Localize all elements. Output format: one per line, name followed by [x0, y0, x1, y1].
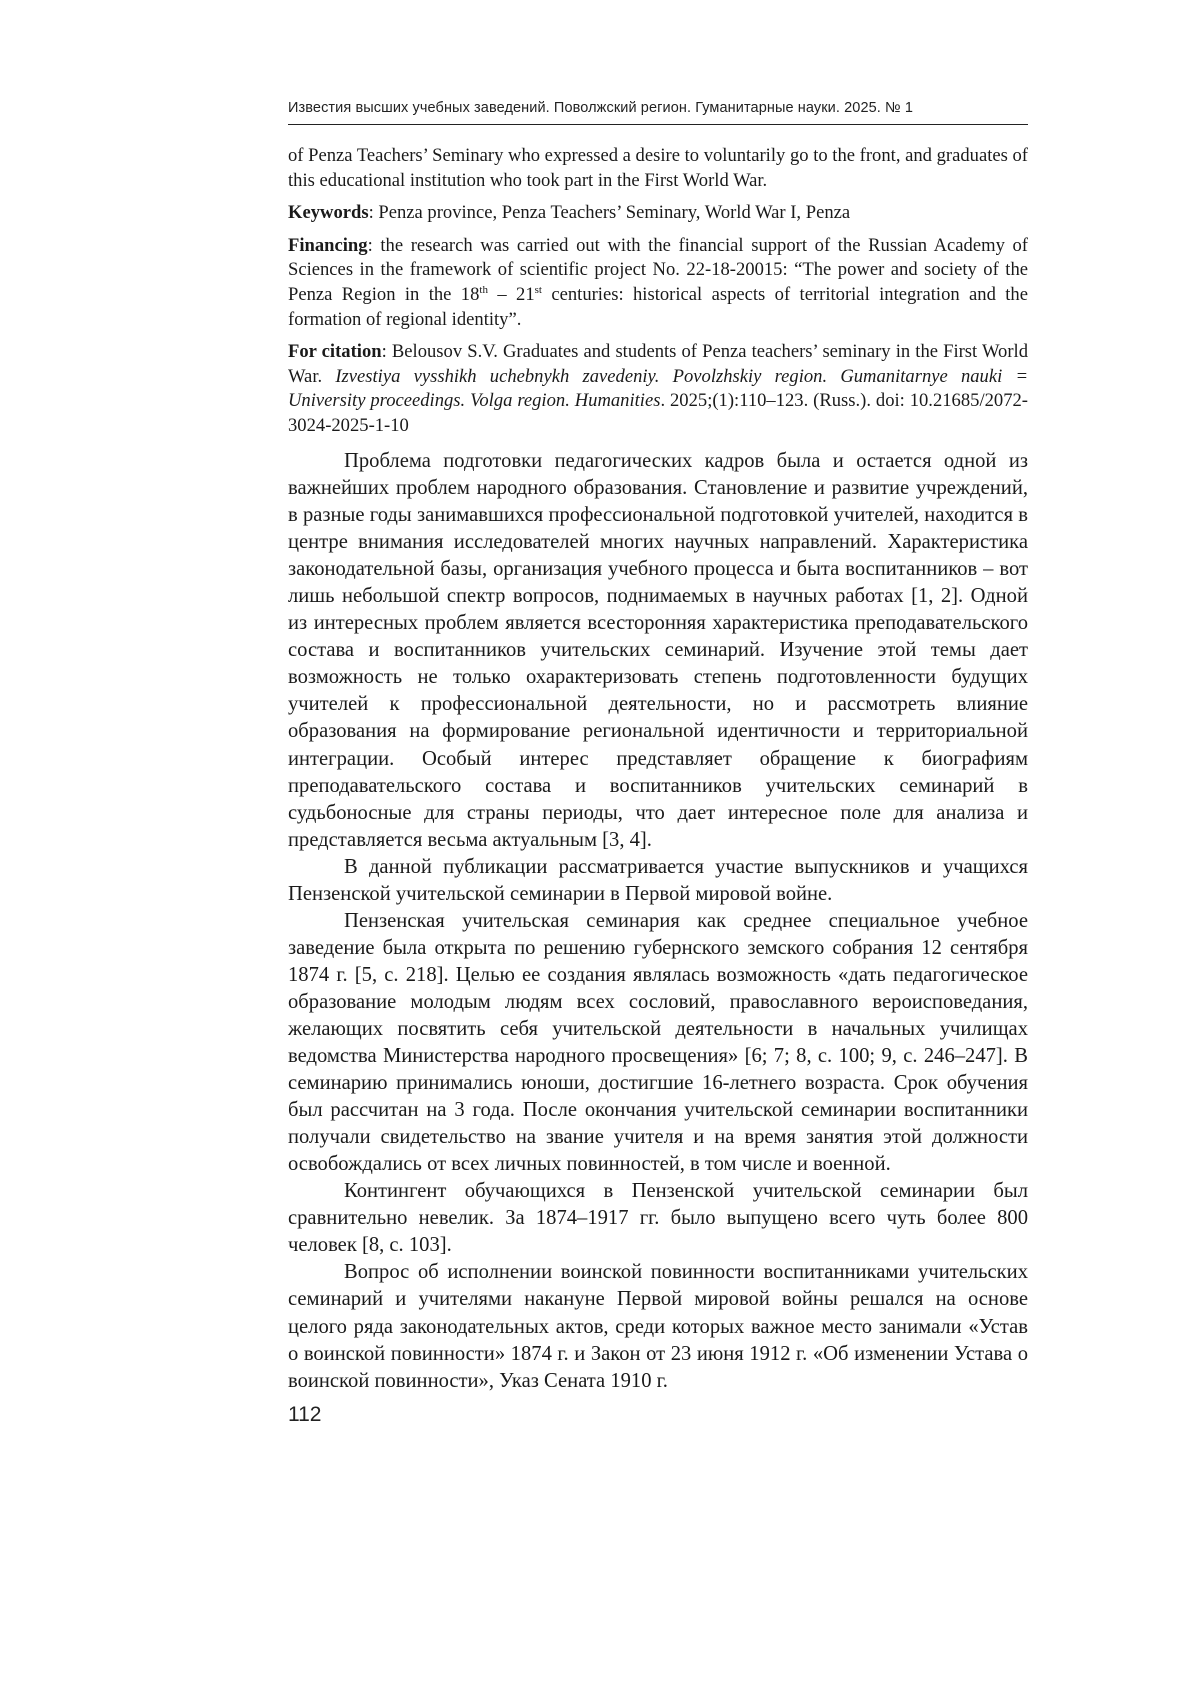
citation-text: . 2025;(1):110–123. (Russ.). doi: 10.21685/2072-3024-2025-1-10 [288, 390, 1028, 436]
body-paragraph: Вопрос об исполнении воинской повинности воспитанниками учительских семинарий и учителями накануне Первой мировой войны решался на основе целого ряда законодательных актов, среди которых важное место занимали «Устав о воинской повинности» 1874 г. и Закон от 23 июня 1912 г. «Об изменении Устава о воинской повинности», Указ Сената 1910 г. [288, 1261, 1028, 1392]
page-number: 112 [288, 1403, 322, 1426]
financing-block [288, 234, 1028, 332]
body-paragraph: В данной публикации рассматривается участие выпускников и учащихся Пензенской учительской семинарии в Первой мировой войне. [288, 855, 1028, 905]
abstract-continuation: of Penza Teachers’ Seminary who expressed a desire to voluntarily go to the front, and graduates of this educational institution who took part in the First World War. [288, 145, 1028, 191]
citation-text: : Belousov S.V. Graduates and students of Penza teachers’ seminary in the First World War. [288, 341, 1028, 387]
citation-label: For citation [288, 341, 382, 363]
body-paragraph: Контингент обучающихся в Пензенской учительской семинарии был сравнительно невелик. За 1874–1917 гг. было выпущено всего чуть более 800 человек [8, с. 103]. [288, 1180, 1028, 1257]
keywords-text: : Penza province, Penza Teachers’ Seminary, World War I, Penza [368, 202, 851, 224]
body-paragraph: Пензенская учительская семинария как среднее специальное учебное заведение была открыта по решению губернского земского собрания 12 сентября 1874 г. [5, с. 218]. Целью ее создания являлась возможность «дать педагогическое образование молодым людям всех сословий, православного вероисповедания, желающих посвятить себя учительской деятельности в начальных училищах ведомства Министерства народного просвещения» [6; 7; 8, с. 100; 9, с. 246–247]. В семинарию принимались юноши, достигшие 16-летнего возраста. Срок обучения был рассчитан на 3 года. После окончания учительской семинарии воспитанники получали свидетельство на звание учителя и на время занятия этой должности освобождались от всех личных повинностей, в том числе и военной. [288, 909, 1028, 1176]
financing-label: Financing [288, 234, 368, 256]
citation-journal-title: Izvestiya vysshikh uchebnykh zavedeniy. Povolzhskiy region. Gumanitarnye nauki = University proceedings. Volga region. Humanities [288, 365, 1029, 412]
financing-superscript: th [479, 283, 488, 296]
article-body [288, 448, 1028, 1395]
header-rule [288, 124, 1028, 125]
financing-text: : the research was carried out with the financial support of the Russian Academy of Sciences in the framework of scientific project No. 22-18-20015: “The power and society of the Penza Region in the 18 [288, 234, 1028, 305]
financing-text: – 21 [487, 283, 535, 305]
financing-superscript: st [534, 283, 542, 296]
body-paragraph: Проблема подготовки педагогических кадров была и остается одной из важнейших проблем народного образования. Становление и развитие учреждений, в разные годы занимавшихся профессиональной подготовкой учителей, находится в центре внимания исследователей многих научных направлений. Характеристика законодательной базы, организация учебного процесса и быта воспитанников – вот лишь небольшой спектр вопросов, поднимаемых в научных работах [1, 2]. Одной из интересных проблем является всесторонняя характеристика преподавательского состава и воспитанников учительских семинарий. Изучение этой темы дает возможность не только охарактеризовать степень подготовленности будущих учителей к профессиональной деятельности, но и рассмотреть влияние образования на формирование региональной идентичности и территориальной интеграции. Особый интерес представляет обращение к биографиям преподавательского состава и воспитанников учительских семинарий в судьбоносные для страны периоды, что дает интересное поле для анализа и представляется весьма актуальным [3, 4]. [288, 450, 1028, 851]
keywords-label: Keywords [288, 202, 369, 224]
running-header: Известия высших учебных заведений. Поволжский регион. Гуманитарные науки. 2025. № 1 [288, 100, 913, 116]
keywords-block [288, 201, 1028, 226]
citation-block [288, 340, 1028, 438]
english-abstract [288, 144, 1028, 447]
financing-text: centuries: historical aspects of territorial integration and the formation of regional identity”. [288, 283, 1028, 330]
